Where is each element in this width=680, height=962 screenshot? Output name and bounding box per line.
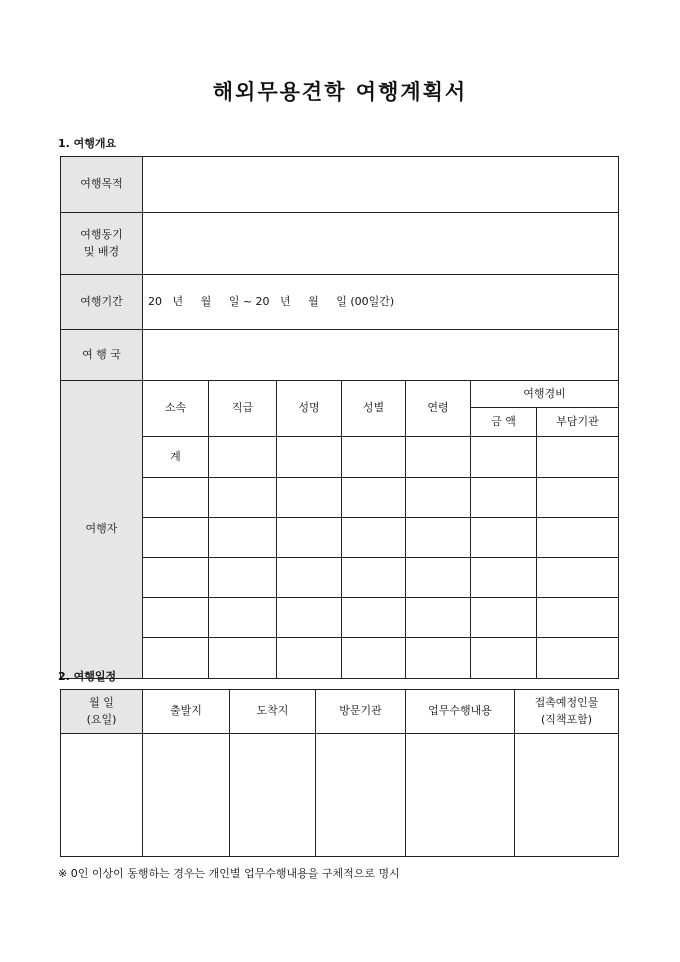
purpose-label: 여행목적 <box>61 157 143 213</box>
section1-heading: 1. 여행개요 <box>58 137 117 150</box>
traveler-cell[interactable] <box>342 638 406 679</box>
total-label: 계 <box>143 437 209 478</box>
schedule-cell[interactable] <box>143 734 230 857</box>
schedule-cell[interactable] <box>406 734 515 857</box>
traveler-cell[interactable] <box>537 638 619 679</box>
traveler-cell[interactable] <box>209 478 277 518</box>
traveler-cell[interactable] <box>471 518 537 558</box>
schedule-cell[interactable] <box>316 734 406 857</box>
section2-heading: 2. 여행일정 <box>58 670 117 683</box>
traveler-cell[interactable] <box>406 558 471 598</box>
traveler-row <box>61 598 619 638</box>
traveler-cell[interactable] <box>406 598 471 638</box>
traveler-cell[interactable] <box>277 558 342 598</box>
traveler-cell[interactable] <box>143 598 209 638</box>
name-header: 성명 <box>277 381 342 437</box>
traveler-cell[interactable] <box>537 437 619 478</box>
traveler-cell[interactable] <box>471 638 537 679</box>
contact-header-line2: (직책포함) <box>540 712 593 726</box>
travel-schedule-table <box>60 689 619 857</box>
traveler-cell[interactable] <box>209 638 277 679</box>
motive-field[interactable] <box>143 213 619 275</box>
traveler-total-row <box>61 437 619 478</box>
traveler-cell[interactable] <box>406 518 471 558</box>
traveler-cell[interactable] <box>342 518 406 558</box>
traveler-row <box>61 638 619 679</box>
arrival-header: 도착지 <box>230 690 316 734</box>
expense-header: 여행경비 <box>471 381 619 408</box>
traveler-cell[interactable] <box>471 598 537 638</box>
traveler-cell[interactable] <box>471 478 537 518</box>
traveler-cell[interactable] <box>143 638 209 679</box>
period-field[interactable]: 20 년 월 일 ~ 20 년 월 일 (00일간) <box>143 275 619 330</box>
traveler-cell[interactable] <box>277 478 342 518</box>
traveler-cell[interactable] <box>406 638 471 679</box>
traveler-cell[interactable] <box>143 518 209 558</box>
traveler-cell[interactable] <box>209 437 277 478</box>
affiliation-header: 소속 <box>143 381 209 437</box>
date-header-line1: 월 일 <box>89 696 114 709</box>
contact-header <box>515 690 619 734</box>
traveler-cell[interactable] <box>342 558 406 598</box>
traveler-cell[interactable] <box>143 558 209 598</box>
age-header: 연령 <box>406 381 471 437</box>
footnote: ※ 0인 이상이 동행하는 경우는 개인별 업무수행내용을 구체적으로 명시 <box>58 867 400 880</box>
contact-header-line1: 접촉예정인물 <box>534 696 599 709</box>
traveler-cell[interactable] <box>277 518 342 558</box>
motive-label-line2: 및 배경 <box>83 244 120 258</box>
traveler-cell[interactable] <box>537 598 619 638</box>
document-title: 해외무용견학 여행계획서 <box>212 79 468 104</box>
traveler-row <box>61 478 619 518</box>
traveler-row <box>61 518 619 558</box>
traveler-cell[interactable] <box>342 598 406 638</box>
country-field[interactable] <box>143 330 619 381</box>
traveler-cell[interactable] <box>277 437 342 478</box>
date-header <box>61 690 143 734</box>
traveler-cell[interactable] <box>143 478 209 518</box>
traveler-cell[interactable] <box>277 638 342 679</box>
traveler-cell[interactable] <box>406 478 471 518</box>
traveler-cell[interactable] <box>342 437 406 478</box>
schedule-cell[interactable] <box>230 734 316 857</box>
traveler-cell[interactable] <box>209 518 277 558</box>
traveler-cell[interactable] <box>537 518 619 558</box>
departure-header: 출발지 <box>143 690 230 734</box>
rank-header: 직급 <box>209 381 277 437</box>
traveler-cell[interactable] <box>406 437 471 478</box>
motive-label <box>61 213 143 275</box>
traveler-label: 여행자 <box>61 381 143 679</box>
motive-label-line1: 여행동기 <box>80 228 123 241</box>
traveler-cell[interactable] <box>209 558 277 598</box>
sponsor-header: 부담기관 <box>537 408 619 437</box>
traveler-cell[interactable] <box>471 558 537 598</box>
traveler-cell[interactable] <box>537 478 619 518</box>
schedule-cell[interactable] <box>61 734 143 857</box>
traveler-cell[interactable] <box>537 558 619 598</box>
traveler-cell[interactable] <box>342 478 406 518</box>
traveler-cell[interactable] <box>471 437 537 478</box>
schedule-cell[interactable] <box>515 734 619 857</box>
country-label: 여 행 국 <box>61 330 143 381</box>
period-label: 여행기간 <box>61 275 143 330</box>
date-header-line2: (요일) <box>86 712 117 726</box>
traveler-cell[interactable] <box>209 598 277 638</box>
gender-header: 성별 <box>342 381 406 437</box>
work-header: 업무수행내용 <box>406 690 515 734</box>
institution-header: 방문기관 <box>316 690 406 734</box>
traveler-row <box>61 558 619 598</box>
travel-overview-table <box>60 156 619 679</box>
schedule-row <box>61 734 619 857</box>
amount-header: 금 액 <box>471 408 537 437</box>
traveler-cell[interactable] <box>277 598 342 638</box>
purpose-field[interactable] <box>143 157 619 213</box>
